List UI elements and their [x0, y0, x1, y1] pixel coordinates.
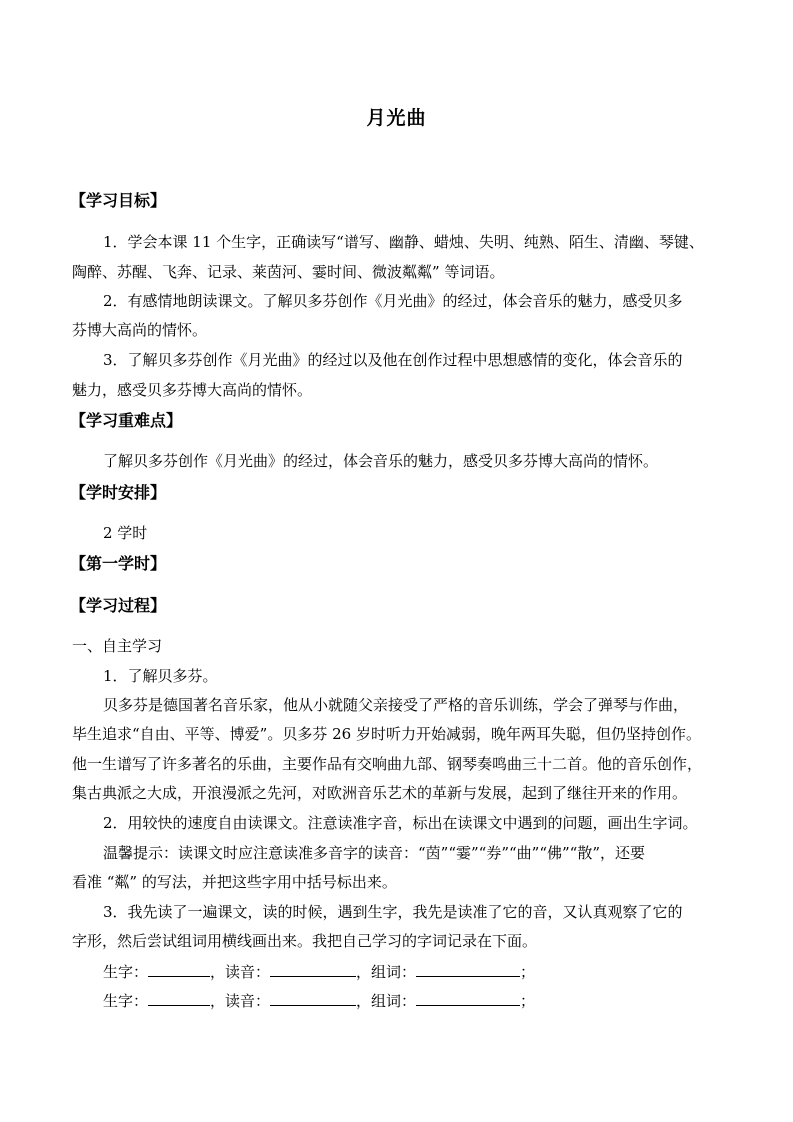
new-char-blank[interactable]: [148, 990, 210, 1006]
label-pinyin: ，读音：: [210, 963, 271, 981]
label-new-char: 生字：: [103, 992, 149, 1010]
word-blank[interactable]: [416, 961, 520, 977]
word-blank[interactable]: [416, 990, 520, 1006]
goal-2-line-1: 2．有感情地朗读课文。了解贝多芬创作《月光曲》的经过，体会音乐的魅力，感受贝多: [103, 292, 683, 310]
record-row-1: [103, 961, 535, 982]
heading-first-period: 【第一学时】: [70, 554, 167, 573]
label-word: ，组词：: [356, 963, 417, 981]
heading-schedule: 【学时安排】: [70, 483, 167, 502]
bio-line-1: 贝多芬是德国著名音乐家，他从小就随父亲接受了严格的音乐训练，学会了弹琴与作曲，: [103, 696, 689, 714]
tip-line-1: 温馨提示：读课文时应注意读准多音字的读音：“茵”“霎”“券”“曲”“佛”“散”，还要: [103, 844, 646, 862]
goal-3-line-2: 魅力，感受贝多芬博大高尚的情怀。: [72, 381, 313, 399]
pinyin-blank[interactable]: [270, 961, 356, 977]
step-3-line-2: 字形，然后尝试组词用横线画出来。我把自己学习的字词记录在下面。: [72, 932, 538, 950]
step-3-line-1: 3．我先读了一遍课文，读的时候，遇到生字，我先是读准了它的音，又认真观察了它的: [103, 903, 683, 921]
heading-key-points: 【学习重难点】: [70, 411, 183, 430]
step-2: 2．用较快的速度自由读课文。注意读准字音，标出在读课文中遇到的问题，画出生字词。: [103, 814, 698, 832]
new-char-blank[interactable]: [148, 961, 210, 977]
bio-line-4: 集古典派之大成，开浪漫派之先河，对欧洲音乐艺术的革新与发展，起到了继往开来的作用。: [72, 784, 688, 802]
part-1-title: 一、自主学习: [72, 637, 163, 655]
page-title: 月光曲: [366, 107, 427, 129]
heading-learning-process: 【学习过程】: [70, 596, 167, 615]
row-end-mark: ；: [520, 992, 536, 1010]
bio-line-2: 毕生追求“自由、平等、博爱”。贝多芬 26 岁时听力开始减弱，晚年两耳失聪，但仍坚持创作。: [72, 725, 701, 743]
label-pinyin: ，读音：: [210, 992, 271, 1010]
goal-2-line-2: 芬博大高尚的情怀。: [72, 321, 208, 339]
row-end-mark: ；: [520, 963, 536, 981]
label-new-char: 生字：: [103, 963, 149, 981]
label-word: ，组词：: [356, 992, 417, 1010]
bio-line-3: 他一生谱写了许多著名的乐曲，主要作品有交响曲九部、钢琴奏鸣曲三十二首。他的音乐创作，: [72, 755, 703, 773]
goal-3-line-1: 3．了解贝多芬创作《月光曲》的经过以及他在创作过程中思想感情的变化，体会音乐的: [103, 351, 683, 369]
heading-learning-goals: 【学习目标】: [70, 191, 167, 210]
goal-1-line-1: 1．学会本课 11 个生字，正确读写“谱写、幽静、蜡烛、失明、纯熟、陌生、清幽、琴键、: [103, 233, 704, 251]
record-row-2: [103, 990, 535, 1011]
tip-line-2: 看准 “粼” 的写法，并把这些字用中括号标出来。: [72, 873, 397, 891]
goal-1-line-2: 陶醉、苏醒、飞奔、记录、莱茵河、霎时间、微波粼粼” 等词语。: [72, 263, 505, 281]
key-points-text: 了解贝多芬创作《月光曲》的经过，体会音乐的魅力，感受贝多芬博大高尚的情怀。: [103, 452, 659, 470]
schedule-text: 2 学时: [103, 524, 148, 542]
step-1: 1．了解贝多芬。: [103, 667, 218, 685]
pinyin-blank[interactable]: [270, 990, 356, 1006]
